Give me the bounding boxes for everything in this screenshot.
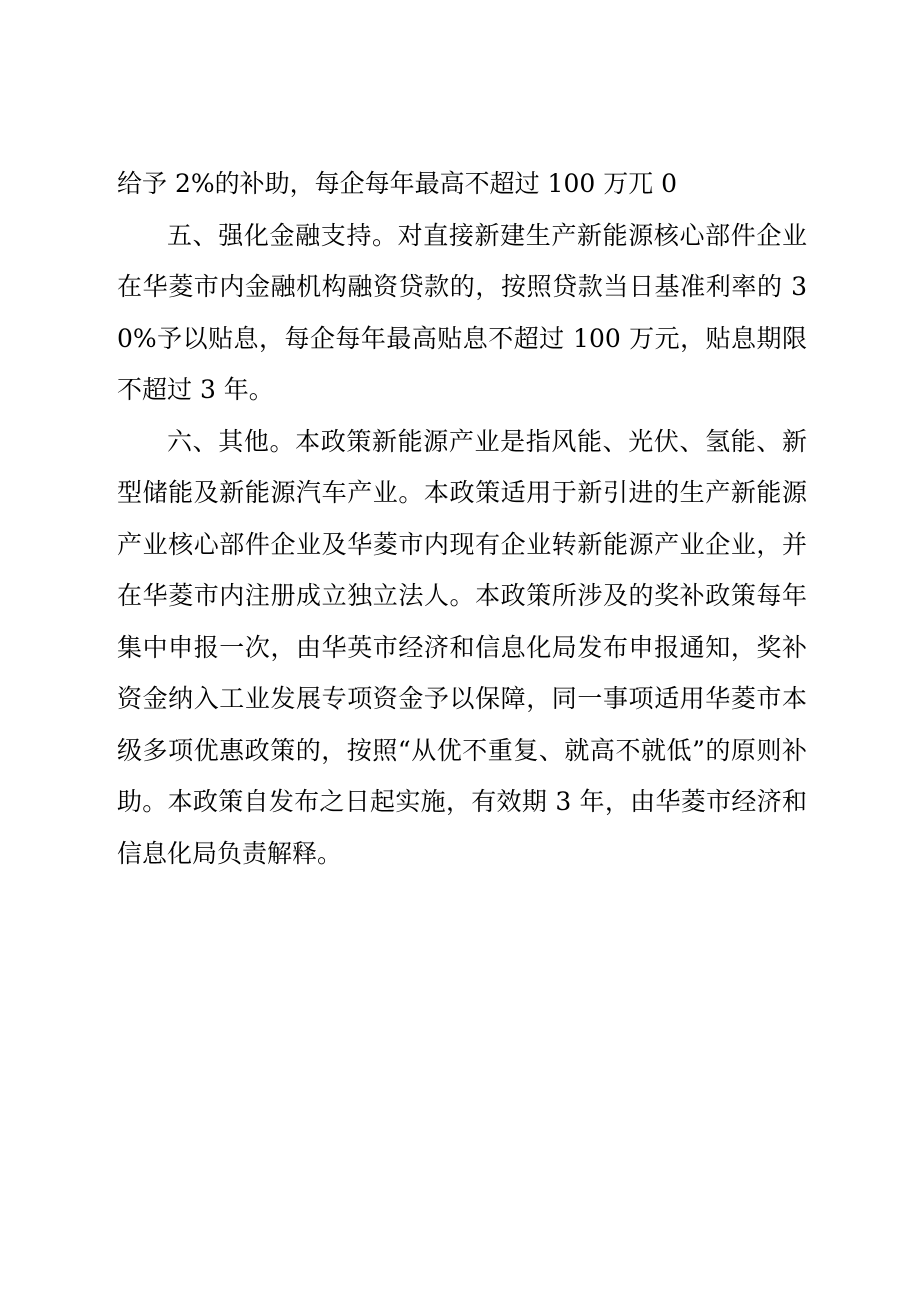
paragraph-continuation: 给予 2%的补助，每企每年最高不超过 100 万兀 0 xyxy=(117,169,678,198)
document-page xyxy=(117,158,807,879)
paragraph-financial-support: 五、强化金融支持。对直接新建生产新能源核心部件企业在华菱市内金融机构融资贷款的，按照贷款当日基准利率的 30%予以贴息，每企每年最高贴息不超过 100 万元，贴息期限不超过 3 年。 xyxy=(117,220,807,404)
paragraph-other: 六、其他。本政策新能源产业是指风能、光伏、氢能、新型储能及新能源汽车产业。本政策适用于新引进的生产新能源产业核心部件企业及华菱市内现有企业转新能源产业企业，并在华菱市内注册成立独立法人。本政策所涉及的奖补政策每年集中申报一次，由华英市经济和信息化局发布申报通知，奖补资金纳入工业发展专项资金予以保障，同一事项适用华菱市本级多项优惠政策的，按照“从优不重复、就高不就低”的原则补助。本政策自发布之日起实施，有效期 3 年，由华菱市经济和信息化局负责解释。 xyxy=(117,426,807,868)
